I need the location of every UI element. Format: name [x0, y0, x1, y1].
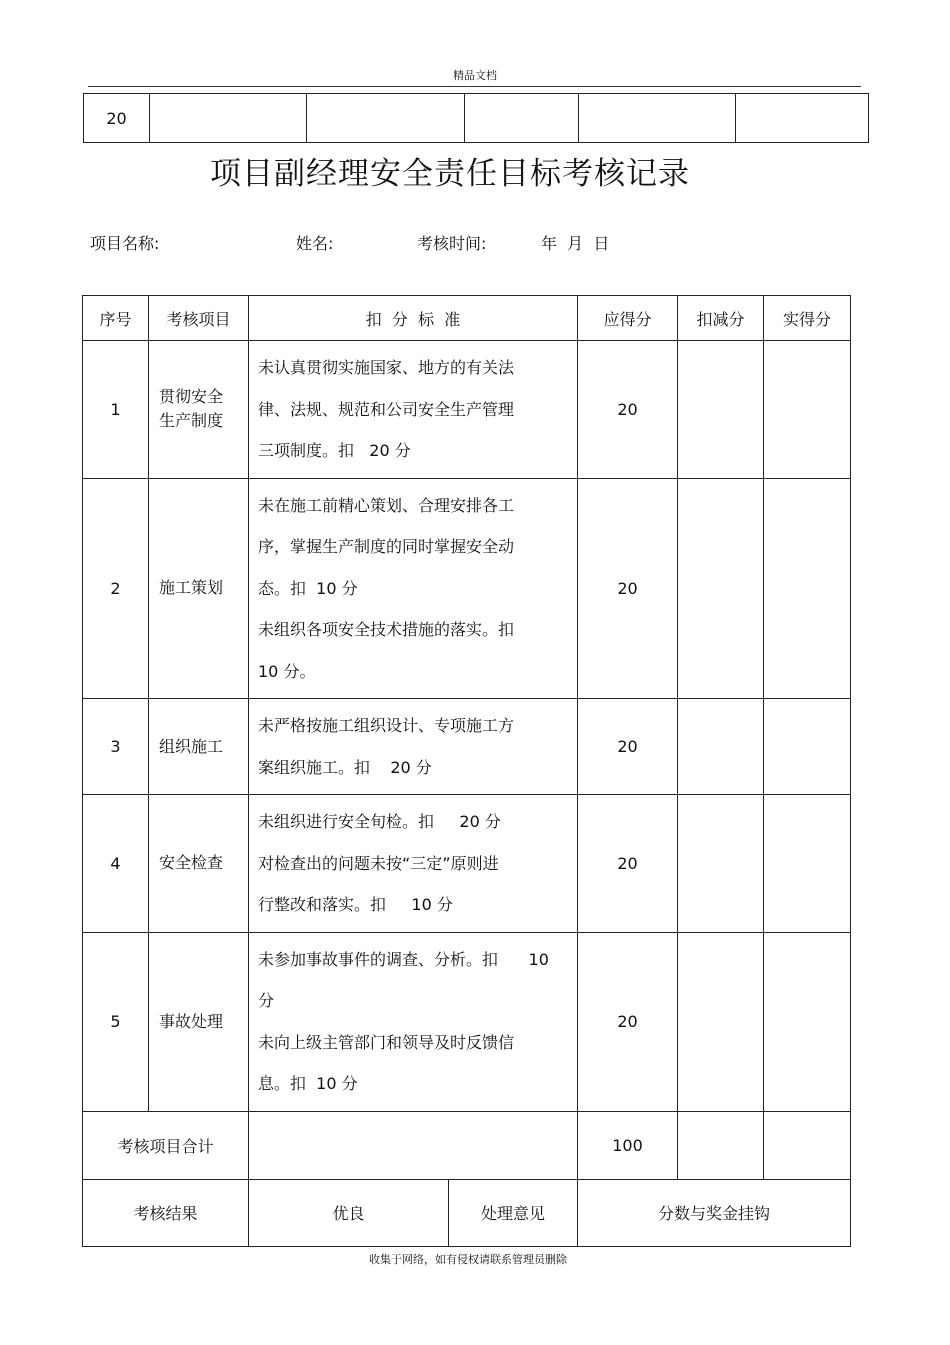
previous-table-fragment: [83, 93, 869, 143]
item-line: 施工策划: [159, 578, 224, 598]
criteria-line: 未向上级主管部门和领导及时反馈信: [258, 1032, 515, 1052]
criteria-line: 态。扣 10 分: [258, 578, 358, 598]
criteria-line: 分: [258, 991, 275, 1010]
row-actual-score: [764, 478, 851, 699]
table-row: [84, 94, 869, 143]
date-placeholder: 年 月 日: [541, 234, 610, 253]
header-no: 序号: [83, 296, 149, 341]
table-row: [83, 699, 851, 795]
item-line: 组织施工: [159, 736, 224, 756]
criteria-line: 行整改和落实。扣 10 分: [258, 895, 453, 914]
total-deduction: [678, 1111, 764, 1179]
row-deduction: [678, 795, 764, 933]
row-deduction: [678, 478, 764, 699]
table-cell: [150, 94, 307, 143]
total-criteria-cell: [249, 1111, 578, 1179]
page-title: 项目副经理安全责任目标考核记录: [210, 156, 690, 192]
criteria-line: 未在施工前精心策划、合理安排各工: [258, 495, 515, 515]
table-cell: 20: [84, 94, 150, 143]
table-cell: [465, 94, 579, 143]
table-cell: [579, 94, 736, 143]
item-line: 安全检查: [159, 853, 224, 873]
row-deduction: [678, 341, 764, 479]
table-row: [83, 341, 851, 479]
row-criteria: [249, 699, 578, 795]
criteria-line: 息。扣 10 分: [258, 1074, 358, 1093]
row-number: 4: [83, 795, 149, 933]
row-full-score: 20: [578, 932, 678, 1111]
page-footer: 收集于网络，如有侵权请联系管理员删除: [369, 1253, 567, 1266]
criteria-line: 未参加事故事件的调查、分析。扣 10: [258, 949, 549, 969]
row-criteria: [249, 478, 578, 699]
row-number: 1: [83, 341, 149, 479]
row-deduction: [678, 699, 764, 795]
review-time-label: 考核时间:: [417, 234, 487, 253]
row-number: 5: [83, 932, 149, 1111]
row-actual-score: [764, 699, 851, 795]
row-item: [149, 478, 249, 699]
row-full-score: 20: [578, 341, 678, 479]
table-row: [83, 795, 851, 933]
row-number: 2: [83, 478, 149, 699]
row-criteria: [249, 795, 578, 933]
row-item: [149, 795, 249, 933]
header-item: 考核项目: [149, 296, 249, 341]
criteria-line: 未组织进行安全旬检。扣 20 分: [258, 812, 501, 831]
criteria-line: 对检查出的问题未按“三定”原则进: [258, 853, 499, 873]
criteria-line: 未组织各项安全技术措施的落实。扣: [258, 620, 515, 639]
row-actual-score: [764, 341, 851, 479]
opinion-label: 处理意见: [449, 1179, 578, 1246]
name-label: 姓名:: [296, 234, 334, 253]
row-deduction: [678, 932, 764, 1111]
row-criteria: [249, 932, 578, 1111]
criteria-line: 未严格按施工组织设计、专项施工方: [258, 716, 515, 735]
row-number: 3: [83, 699, 149, 795]
table-cell: [307, 94, 465, 143]
row-criteria: [249, 341, 578, 479]
project-name-label: 项目名称:: [90, 234, 160, 253]
criteria-line: 序，掌握生产制度的同时掌握安全动: [258, 537, 515, 556]
criteria-line: 未认真贯彻实施国家、地方的有关法: [258, 358, 515, 377]
result-row: [83, 1179, 851, 1246]
page-header: 精品文档: [453, 69, 497, 82]
table-row: [83, 478, 851, 699]
criteria-line: 三项制度。扣 20 分: [258, 441, 411, 460]
header-criteria: 扣 分 标 准: [249, 296, 578, 341]
result-label: 考核结果: [83, 1179, 249, 1246]
row-actual-score: [764, 932, 851, 1111]
result-value: 优良: [249, 1179, 449, 1246]
item-line: 事故处理: [159, 1011, 224, 1031]
table-header-row: [83, 296, 851, 341]
criteria-line: 案组织施工。扣 20 分: [258, 757, 432, 777]
row-item: [149, 341, 249, 479]
item-line: 生产制度: [159, 411, 224, 431]
criteria-line: 10 分。: [258, 661, 316, 681]
total-label: 考核项目合计: [83, 1111, 249, 1179]
header-rule: [88, 86, 861, 87]
row-full-score: 20: [578, 478, 678, 699]
criteria-line: 律、法规、规范和公司安全生产管理: [258, 399, 515, 419]
opinion-value: 分数与奖金挂钩: [578, 1179, 851, 1246]
total-actual-score: [764, 1111, 851, 1179]
row-full-score: 20: [578, 699, 678, 795]
row-item: [149, 932, 249, 1111]
assessment-table: [82, 295, 851, 1247]
header-actual-score: 实得分: [764, 296, 851, 341]
header-deduction: 扣减分: [678, 296, 764, 341]
item-line: 贯彻安全: [159, 387, 224, 407]
row-item: [149, 699, 249, 795]
header-full-score: 应得分: [578, 296, 678, 341]
row-actual-score: [764, 795, 851, 933]
table-cell: [736, 94, 869, 143]
total-score: 100: [578, 1111, 678, 1179]
row-full-score: 20: [578, 795, 678, 933]
total-row: [83, 1111, 851, 1179]
table-row: [83, 932, 851, 1111]
